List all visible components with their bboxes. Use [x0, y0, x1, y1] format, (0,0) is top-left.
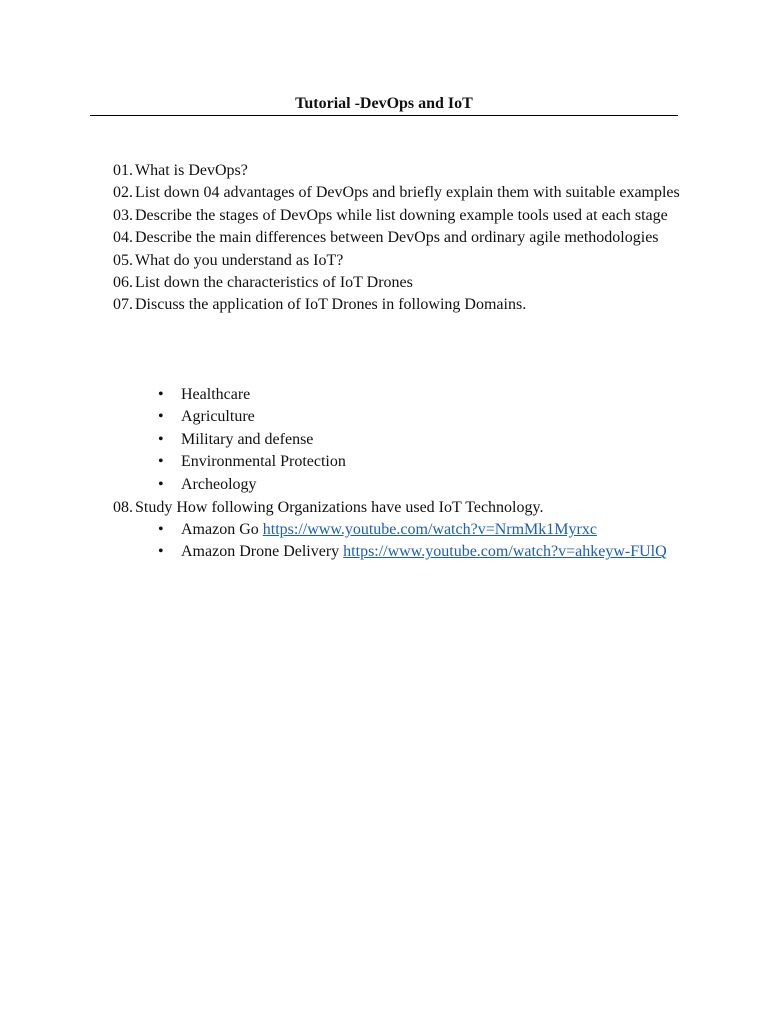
question-text: What do you understand as IoT?	[135, 251, 344, 269]
question-item	[113, 160, 683, 182]
bullet-item	[158, 429, 728, 451]
bullet-item	[158, 474, 728, 496]
bullet-text: Amazon Drone Delivery	[181, 543, 344, 561]
youtube-link-amazon-go[interactable]: https://www.youtube.com/watch?v=NrmMk1Myrxc	[262, 521, 597, 538]
question-text: What is DevOps?	[135, 162, 248, 179]
youtube-link-amazon-drone-delivery[interactable]: https://www.youtube.com/watch?v=ahkeyw-FUlQ	[343, 543, 667, 561]
bullet-text: Military and defense	[181, 430, 314, 448]
question-number: 05.	[113, 251, 133, 269]
question-list-continued	[113, 497, 683, 519]
bullet-icon: •	[158, 408, 164, 426]
bullet-item	[158, 541, 728, 563]
question-number: 01.	[113, 162, 133, 179]
bullet-icon: •	[158, 475, 164, 493]
bullet-item	[158, 519, 728, 541]
question-number: 04.	[113, 229, 133, 247]
question-text: List down 04 advantages of DevOps and briefly explain them with suitable examples	[135, 184, 680, 202]
bullet-text: Healthcare	[181, 386, 251, 403]
question-number: 07.	[113, 296, 133, 314]
question-text: Study How following Organizations have used IoT Technology.	[135, 499, 544, 516]
bullet-text: Amazon Go	[181, 521, 263, 538]
title-underline	[90, 115, 678, 116]
question-number: 06.	[113, 274, 133, 292]
domain-bullet-list	[113, 384, 728, 496]
bullet-icon: •	[158, 453, 164, 471]
bullet-icon: •	[158, 430, 164, 448]
question-text: Describe the main differences between DevOps and ordinary agile methodologies	[135, 229, 659, 247]
question-list	[113, 160, 683, 317]
question-number: 03.	[113, 206, 133, 224]
bullet-item	[158, 384, 728, 406]
question-item	[113, 182, 683, 204]
question-item	[113, 294, 683, 316]
question-item	[113, 272, 683, 294]
document-title: Tutorial -DevOps and IoT	[295, 95, 473, 112]
bullet-text: Archeology	[181, 475, 257, 493]
question-item	[113, 205, 683, 227]
bullet-icon: •	[158, 386, 164, 403]
bullet-icon: •	[158, 521, 164, 538]
question-number: 08.	[113, 499, 133, 516]
organization-bullet-list	[113, 519, 728, 564]
bullet-item	[158, 451, 728, 473]
question-item	[113, 227, 683, 249]
bullet-text: Agriculture	[181, 408, 255, 426]
question-text: Describe the stages of DevOps while list downing example tools used at each stage	[135, 206, 668, 224]
question-text: Discuss the application of IoT Drones in following Domains.	[135, 296, 527, 314]
bullet-item	[158, 406, 728, 428]
question-text: List down the characteristics of IoT Drones	[135, 274, 413, 292]
bullet-icon: •	[158, 543, 164, 561]
question-item	[113, 497, 683, 519]
question-number: 02.	[113, 184, 133, 202]
question-item	[113, 250, 683, 272]
bullet-text: Environmental Protection	[181, 453, 346, 471]
